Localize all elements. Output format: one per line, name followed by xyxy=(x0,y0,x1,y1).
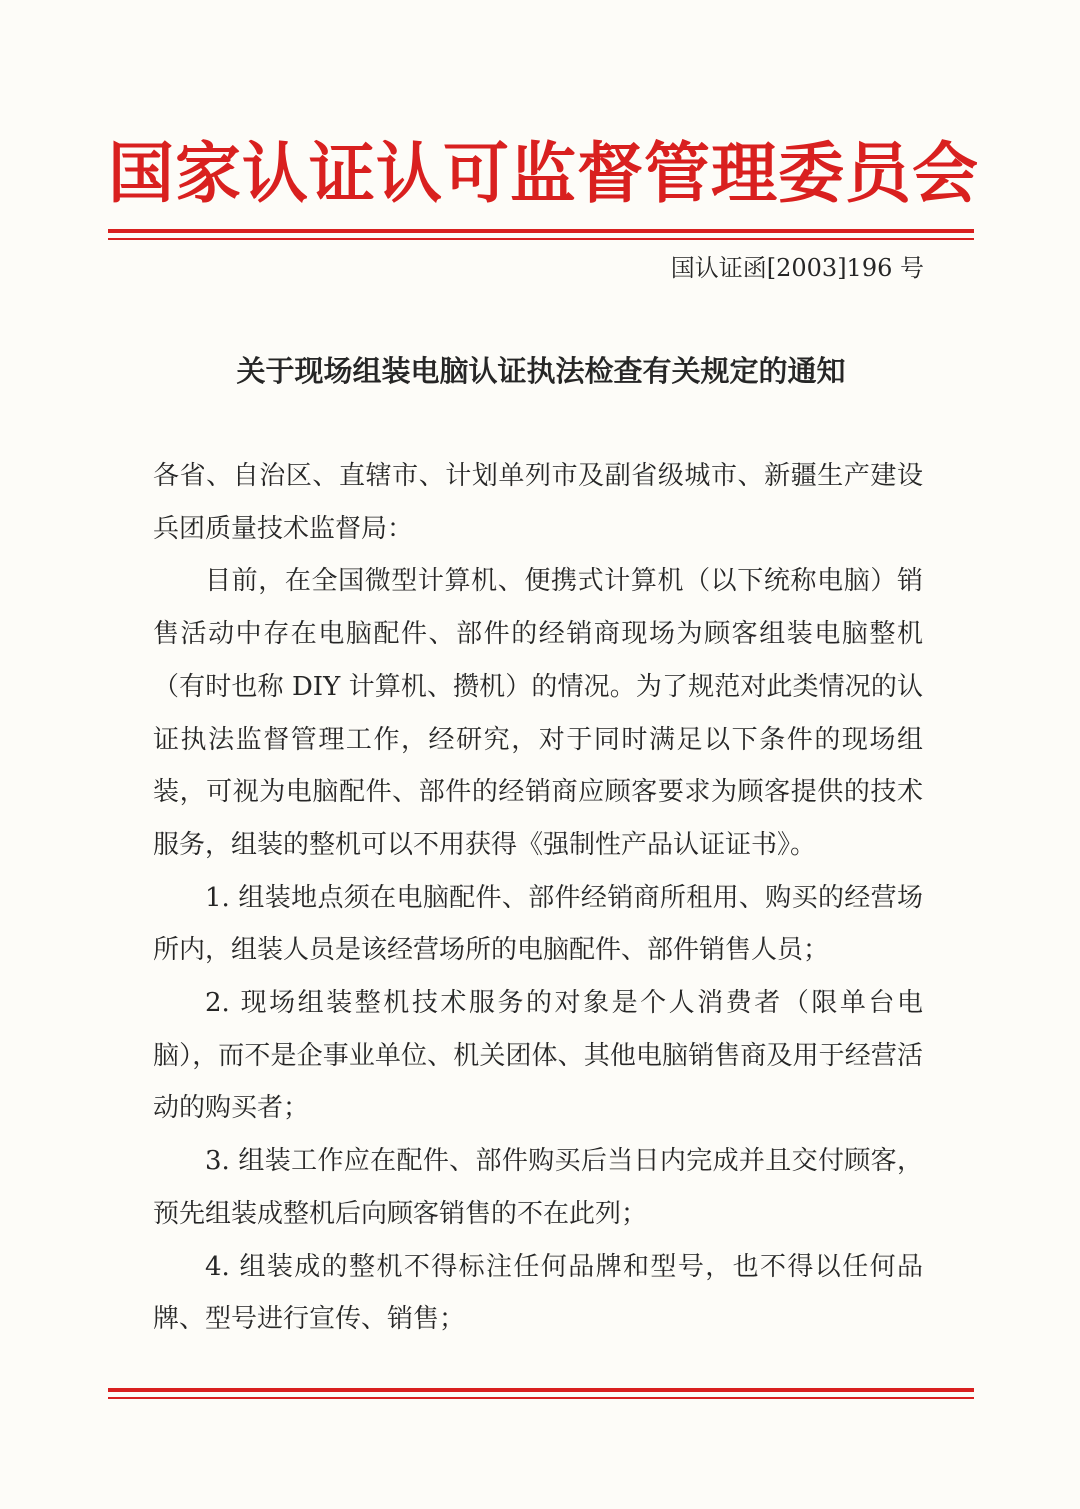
condition-1: 1. 组装地点须在电脑配件、部件经销商所租用、购买的经营场所内，组装人员是该经营场所的电脑配件、部件销售人员； xyxy=(153,882,923,966)
document-title: 关于现场组装电脑认证执法检查有关规定的通知 xyxy=(236,354,846,388)
document-number: 国认证函[2003]196 号 xyxy=(670,254,924,282)
document-body xyxy=(153,450,923,1346)
header-red-thick-rule xyxy=(108,229,974,233)
condition-2: 2. 现场组装整机技术服务的对象是个人消费者（限单台电脑），而不是企事业单位、机关团体、其他电脑销售商及用于经营活动的购买者； xyxy=(153,988,923,1124)
condition-3: 3. 组装工作应在配件、部件购买后当日内完成并且交付顾客，预先组装成整机后向顾客销售的不在此列； xyxy=(153,1146,923,1229)
header-red-thin-rule xyxy=(108,238,974,240)
recipients-line: 各省、自治区、直辖市、计划单列市及副省级城市、新疆生产建设兵团质量技术监督局： xyxy=(153,461,923,544)
footer-red-thick-rule xyxy=(108,1388,974,1392)
condition-4: 4. 组装成的整机不得标注任何品牌和型号，也不得以任何品牌、型号进行宣传、销售； xyxy=(153,1251,923,1335)
intro-paragraph: 目前，在全国微型计算机、便携式计算机（以下统称电脑）销售活动中存在电脑配件、部件的经销商现场为顾客组装电脑整机（有时也称 DIY 计算机、攒机）的情况。为了规范对此类情况的认证执法监督管理工作，经研究，对于同时满足以下条件的现场组装，可视为电脑配件、部件的经销商应顾客要求为顾客提供的技术服务，组装的整机可以不用获得《强制性产品认证证书》。 xyxy=(153,566,923,860)
footer-red-thin-rule xyxy=(108,1397,974,1399)
agency-header: 国家认证认可监督管理委员会 xyxy=(108,134,979,212)
